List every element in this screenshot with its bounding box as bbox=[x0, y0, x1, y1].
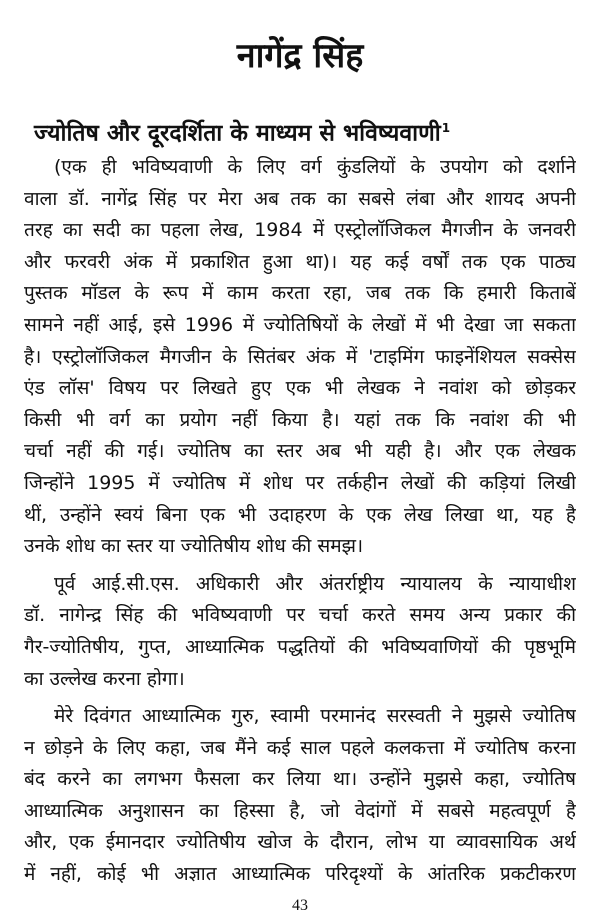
paragraph-line: डॉ. नागेन्द्र सिंह की भविष्यवाणी पर चर्चा करते समय अन्य प्रकार की bbox=[24, 604, 576, 627]
paragraph-line: है। एस्ट्रोलॉजिकल मैगजीन के सितंबर अंक में 'टाइमिंग फाइनेंशियल सक्सेस bbox=[24, 345, 576, 368]
page-number: 43 bbox=[292, 897, 308, 914]
paragraph-line: एंड लॉस' विषय पर लिखते हुए एक भी लेखक ने नवांश को छोड़कर bbox=[24, 377, 576, 400]
paragraph-line: न छोड़ने के लिए कहा, जब मैंने कई साल पहले कलकत्ता में ज्योतिष करना bbox=[24, 736, 576, 759]
paragraph-line: का उल्लेख करना होगा। bbox=[24, 667, 185, 690]
section-heading-text: ज्योतिष और दूरदर्शिता के माध्यम से भविष्यवाणी bbox=[34, 120, 441, 147]
paragraph-line: किसी भी वर्ग का प्रयोग नहीं किया है। यहां तक कि नवांश की भी bbox=[24, 408, 576, 431]
paragraph-line: पूर्व आई.सी.एस. अधिकारी और अंतर्राष्ट्रीय न्यायालय के न्यायाधीश bbox=[54, 572, 576, 595]
paragraph-line: वाला डॉ. नागेंद्र सिंह पर मेरा अब तक का सबसे लंबा और शायद अपनी bbox=[24, 187, 576, 210]
paragraph-line: मेरे दिवंगत आध्यात्मिक गुरु, स्वामी परमानंद सरस्वती ने मुझसे ज्योतिष bbox=[54, 705, 576, 728]
page-title: नागेंद्र सिंह bbox=[236, 36, 364, 76]
paragraph-line: और फरवरी अंक में प्रकाशित हुआ था)। यह कई वर्षों तक एक पाठ्य bbox=[24, 250, 576, 273]
paragraph-3 bbox=[24, 701, 576, 891]
paragraph-line: (एक ही भविष्यवाणी के लिए वर्ग कुंडलियों के उपयोग को दर्शाने bbox=[54, 156, 576, 178]
paragraph-line: बंद करने का लगभग फैसला कर लिया था। उन्होंने मुझसे कहा, ज्योतिष bbox=[24, 768, 576, 791]
paragraph-1 bbox=[24, 152, 576, 563]
paragraph-2 bbox=[24, 569, 576, 695]
paragraph-line: तरह का सदी का पहला लेख, 1984 में एस्ट्रोलॉजिकल मैगजीन के जनवरी bbox=[24, 219, 576, 242]
paragraph-line: सामने नहीं आई, इसे 1996 में ज्योतिषियों के लेखों में भी देखा जा सकता bbox=[24, 313, 576, 336]
paragraph-line: में नहीं, कोई भी अज्ञात आध्यात्मिक परिदृश्यों के आंतरिक प्रकटीकरण bbox=[24, 863, 576, 886]
paragraph-line: पुस्तक मॉडल के रूप में काम करता रहा, जब तक कि हमारी किताबें bbox=[24, 282, 576, 305]
paragraph-line: थीं, उन्होंने स्वयं बिना एक भी उदाहरण के एक लेख लिखा था, यह है bbox=[24, 503, 576, 526]
paragraph-line: आध्यात्मिक अनुशासन का हिस्सा है, जो वेदांगों में सबसे महत्वपूर्ण है bbox=[24, 799, 576, 822]
paragraph-line: और, एक ईमानदार ज्योतिषीय खोज के दौरान, लोभ या व्यावसायिक अर्थ bbox=[24, 831, 576, 854]
paragraph-line: चर्चा नहीं की गई। ज्योतिष का स्तर अब भी यही है। और एक लेखक bbox=[24, 440, 576, 463]
body-text bbox=[24, 152, 576, 891]
paragraph-line: जिन्होंने 1995 में ज्योतिष में शोध पर तर्कहीन लेखों की कड़ियां लिखी bbox=[24, 471, 576, 494]
paragraph-line: गैर-ज्योतिषीय, गुप्त, आध्यात्मिक पद्धतियों की भविष्यवाणियों की पृष्ठभूमि bbox=[24, 635, 576, 658]
paragraph-line: उनके शोध का स्तर या ज्योतिषीय शोध की समझ। bbox=[24, 535, 364, 558]
footnote-marker: 1 bbox=[441, 121, 451, 135]
section-heading bbox=[34, 112, 574, 150]
